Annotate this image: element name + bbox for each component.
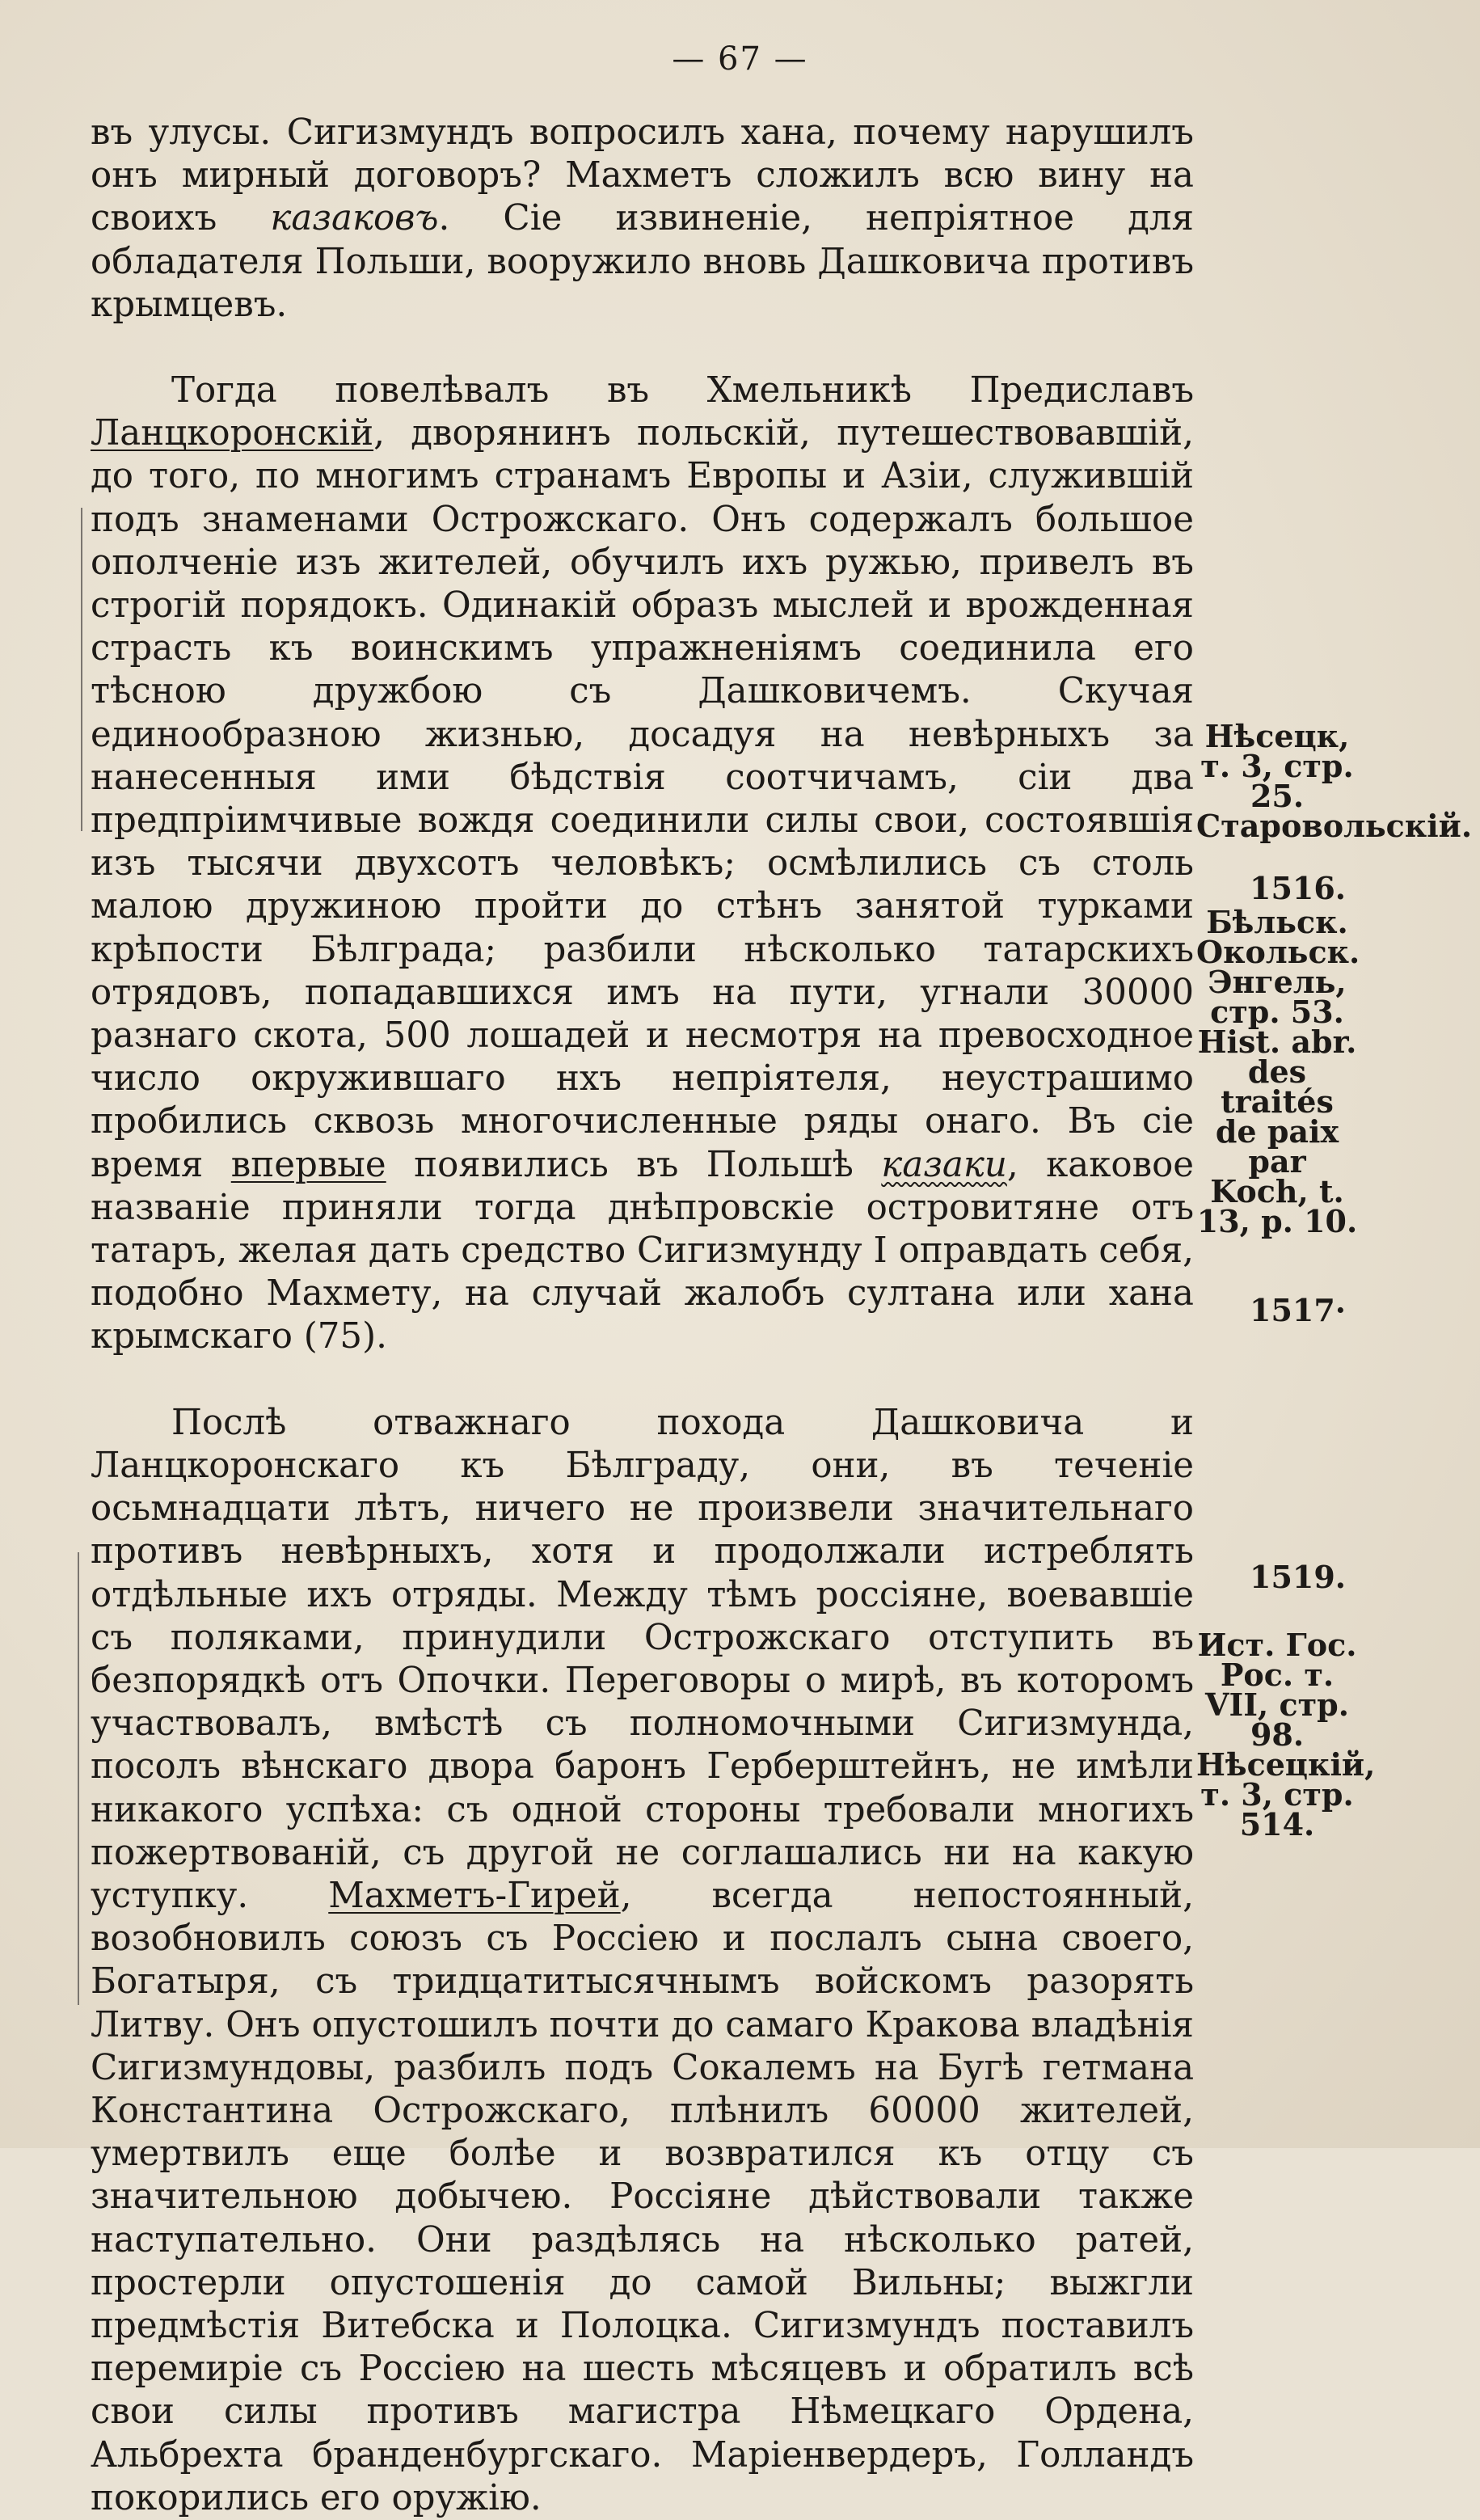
margin-note-bielsk: Бѣльск. Окольск. Энгель, стр. 53. Hist. abr. des traités de paix par Koch, t. 13, p. 10.: [1196, 904, 1360, 1239]
text-span: , дворянинъ польскій, путешествовавшій, до того, по многимъ странамъ Европы и Азіи, служившій подъ знаменами Острожскаго. Онъ содержалъ большое ополченіе изъ жителей, обучилъ ихъ ружью, привелъ въ строгій порядокъ. Одинакій образъ мыслей и врожденная страсть къ воинскимъ упражненіямъ соединила его тѣсною дружбою съ Дашковичемъ. Скучая единообразною жизнью, досадуя на невѣрныхъ за нанесенныя ими бѣдствія соотчичамъ, сіи два предпріимчивые вождя соединили силы свои, состоявшія изъ тысячи двухсотъ человѣкъ; осмѣлились съ столь малою дружиною пройти до стѣнъ занятой турками крѣпости Бѣлграда; разбили нѣсколько татарскихъ отрядовъ, попадавшихся имъ на пути, угнали 30000 разнаго скота, 500 лошадей и несмотря на превосходное число окружившаго нхъ непріятеля, неустрашимо пробились сквозь многочисленные ряды онаго. Въ сіе время: [91, 413, 1194, 1185]
paragraph-1: [91, 112, 1194, 327]
pencil-mark-left-lower: [78, 1552, 79, 2005]
margin-note-year-1517: 1517·: [1250, 1292, 1346, 1328]
text-span: Тогда повелѣвалъ въ Хмельникѣ Предиславъ: [171, 370, 1194, 412]
underlined-word: Махметъ-Гирей: [328, 1875, 621, 1916]
italic-word: казаковъ: [270, 198, 439, 239]
body-text: [91, 112, 1194, 2520]
margin-note-year-1519: 1519.: [1250, 1559, 1346, 1595]
text-span: , всегда непостоянный, возобновилъ союзъ съ Россіею и послалъ сына своего, Богатыря, съ тридцатитысячнымъ войскомъ разорять Литву. Онъ опустошилъ почти до самаго Кракова владѣнія Сигизмундовы, разбилъ подъ Сокалемъ на Бугѣ гетмана Константина Острожскаго, плѣнилъ 60000 жителей, умертвилъ еще болѣе и возвратился къ отцу съ значительною добычею. Россіяне дѣйствовали также наступательно. Они раздѣлясь на нѣсколько ратей, простерли опустошенія до самой Вильны; выжгли предмѣстія Витебска и Полоцка. Сигизмундъ поставилъ перемиріе съ Россіею на шесть мѣсяцевъ и обратилъ всѣ свои силы противъ магистра Нѣмецкаго Ордена, Альбрехта бранденбургскаго. Маріенвердеръ, Голландъ покорились его оружію.: [91, 1875, 1194, 2518]
margin-note-ist-gos-ros: Ист. Гос. Рос. т. VII, стр. 98. Нѣсецкій, т. 3, стр. 514.: [1196, 1627, 1376, 1843]
text-span: Послѣ отважнаго похода Дашковича и Ланцкоронскаго къ Бѣлграду, они, въ теченіе осьмнадцати лѣтъ, ничего не произвели значительнаго противъ невѣрныхъ, хотя и продолжали истреблять отдѣльные ихъ отряды. Между тѣмъ россіяне, воевавшіе съ поляками, принудили Острожскаго отступить въ безпорядкѣ отъ Опочки. Переговоры о мирѣ, въ которомъ участвовалъ, вмѣстѣ съ полномочными Сигизмунда, посолъ вѣнскаго двора баронъ Герберштейнъ, не имѣли никакого успѣха: съ одной стороны требовали многихъ пожертвованій, съ другой не соглашались ни на какую уступку.: [91, 1402, 1194, 1916]
page-number: — 67 —: [672, 40, 808, 78]
underlined-word: Ланцкоронскій: [91, 413, 374, 454]
paragraph-3: [91, 1402, 1194, 2520]
margin-note-niesieck-1: Нѣсецк, т. 3, стр. 25. Старовольскій.: [1196, 718, 1473, 844]
text-span: появились въ Польшѣ: [386, 1144, 882, 1185]
text-span: , каковое названіе приняли тогда днѣпровскіе островитяне отъ татаръ, желая дать средство Сигизмунду I оправдать себя, подобно Махмету, на случай жалобъ султана или хана крымскаго (75).: [91, 1144, 1195, 1357]
text-span: . Сіе извиненіе, непріятное для обладателя Польши, вооружило вновь Дашковича противъ крымцевъ.: [91, 198, 1194, 325]
margin-note-year-1516: 1516.: [1250, 870, 1346, 906]
underlined-word: впервые: [230, 1144, 386, 1185]
text-span: въ улусы. Сигизмундъ вопросилъ хана, почему нарушилъ онъ мирный договоръ? Махметъ сложилъ всю вину на своихъ: [91, 112, 1194, 239]
paragraph-2: [91, 369, 1194, 1359]
pencil-mark-left: [81, 508, 82, 831]
wavy-underlined-word: казаки: [881, 1144, 1007, 1185]
